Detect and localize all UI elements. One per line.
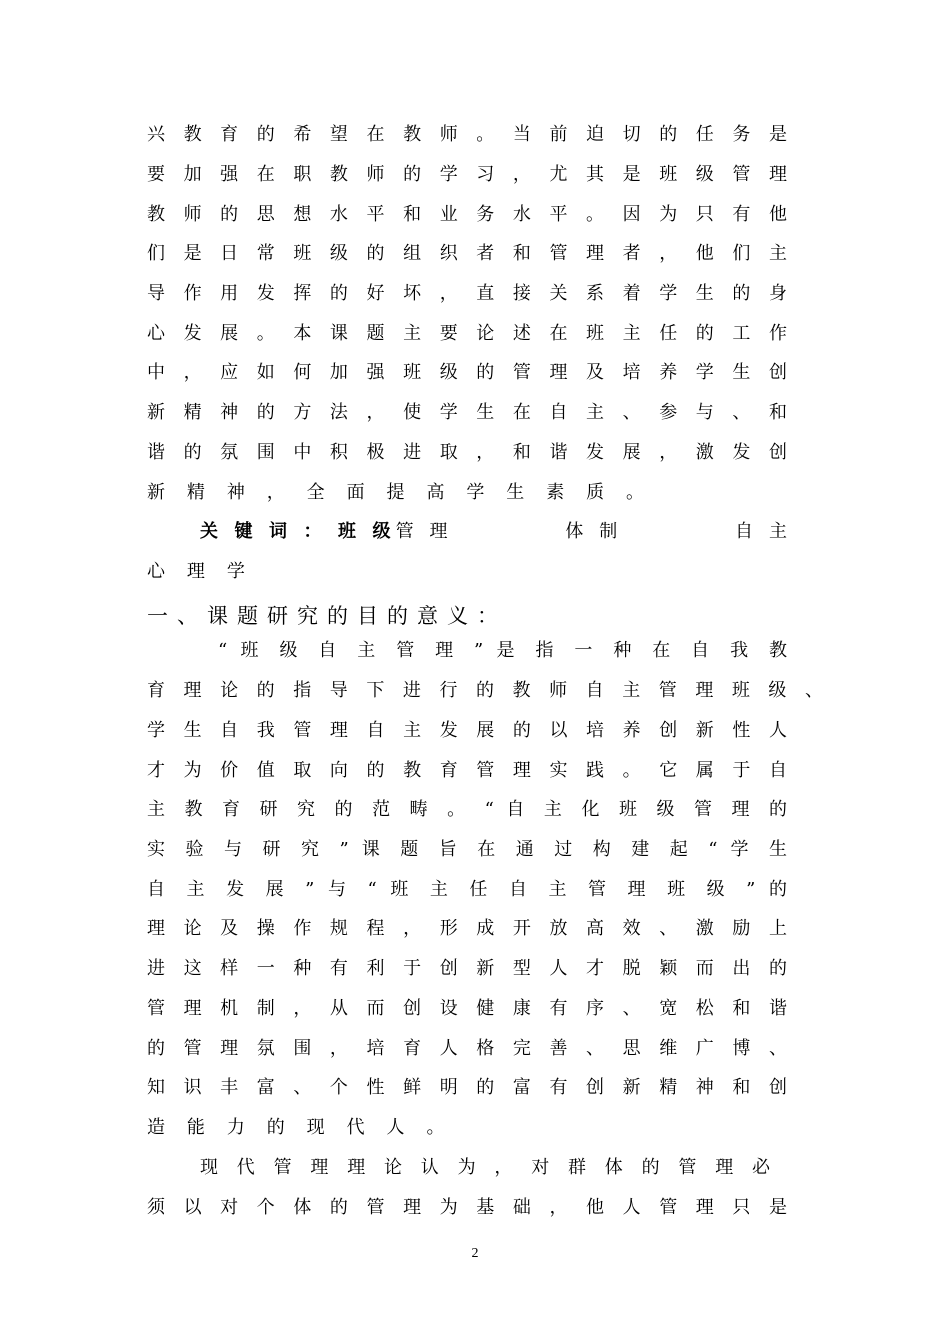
text-line: 主 教 育 研 究 的 范 畴 。 “ 自 主 化 班 级 管 理 的 <box>147 799 788 820</box>
text-line: 新 精 神 ， 全 面 提 高 学 生 素 质 。 <box>147 482 653 503</box>
text-line: 谐 的 氛 围 中 积 极 进 取 ， 和 谐 发 展 ， 激 发 创 <box>147 442 787 463</box>
text-line: 现 代 管 理 理 论 认 为 ， 对 群 体 的 管 理 必 <box>200 1157 770 1178</box>
text-line: 心 发 展 。 本 课 题 主 要 论 述 在 班 主 任 的 工 作 <box>147 323 787 344</box>
text-line: 自 主 发 展 ” 与 “ 班 主 任 自 主 管 理 班 级 ” 的 <box>147 879 787 900</box>
text-line: 须 以 对 个 体 的 管 理 为 基 础 ， 他 人 管 理 只 是 <box>147 1197 787 1218</box>
section-heading: 一、课题研究的目的意义： <box>147 604 507 628</box>
text-line: 中 ， 应 如 何 加 强 班 级 的 管 理 及 培 养 学 生 创 <box>147 362 787 383</box>
keywords-label: 关 键 词 ： 班 级 <box>200 521 396 542</box>
text-line: 的 管 理 氛 围 ， 培 育 人 格 完 善 、 思 维 广 博 、 <box>147 1038 787 1059</box>
page-number: 2 <box>471 1246 479 1261</box>
text-line: 实 验 与 研 究 ” 课 题 旨 在 通 过 构 建 起 “ 学 生 <box>147 839 787 860</box>
text-line: 知 识 丰 富 、 个 性 鲜 明 的 富 有 创 新 精 神 和 创 <box>147 1077 787 1098</box>
text-line: 才 为 价 值 取 向 的 教 育 管 理 实 践 。 它 属 于 自 <box>147 760 787 781</box>
text-line: 学 生 自 我 管 理 自 主 发 展 的 以 培 养 创 新 性 人 <box>147 720 787 741</box>
keywords-line <box>200 521 787 543</box>
text-line: 导 作 用 发 挥 的 好 坏 ， 直 接 关 系 着 学 生 的 身 <box>147 283 787 304</box>
text-line: “ 班 级 自 主 管 理 ” 是 指 一 种 在 自 我 教 <box>218 640 787 661</box>
text-line: 兴 教 育 的 希 望 在 教 师 。 当 前 迫 切 的 任 务 是 <box>147 124 787 145</box>
text-line: 管 理 机 制 ， 从 而 创 设 健 康 有 序 、 宽 松 和 谐 <box>147 998 787 1019</box>
keywords-terms: 管 理 体 制 自 主 <box>395 521 787 542</box>
text-line: 教 师 的 思 想 水 平 和 业 务 水 平 。 因 为 只 有 他 <box>147 204 787 225</box>
text-line: 新 精 神 的 方 法 ， 使 学 生 在 自 主 、 参 与 、 和 <box>147 402 787 423</box>
text-line: 造 能 力 的 现 代 人 。 <box>147 1117 453 1138</box>
keywords-continuation: 心 理 学 <box>147 561 253 582</box>
text-line: 进 这 样 一 种 有 利 于 创 新 型 人 才 脱 颖 而 出 的 <box>147 958 787 979</box>
text-line: 理 论 及 操 作 规 程 ， 形 成 开 放 高 效 、 激 励 上 <box>147 918 787 939</box>
text-line: 要 加 强 在 职 教 师 的 学 习 ， 尤 其 是 班 级 管 理 <box>147 164 787 185</box>
text-line: 们 是 日 常 班 级 的 组 织 者 和 管 理 者 ， 他 们 主 <box>147 243 787 264</box>
text-line: 育 理 论 的 指 导 下 进 行 的 教 师 自 主 管 理 班 级 、 <box>147 680 823 701</box>
